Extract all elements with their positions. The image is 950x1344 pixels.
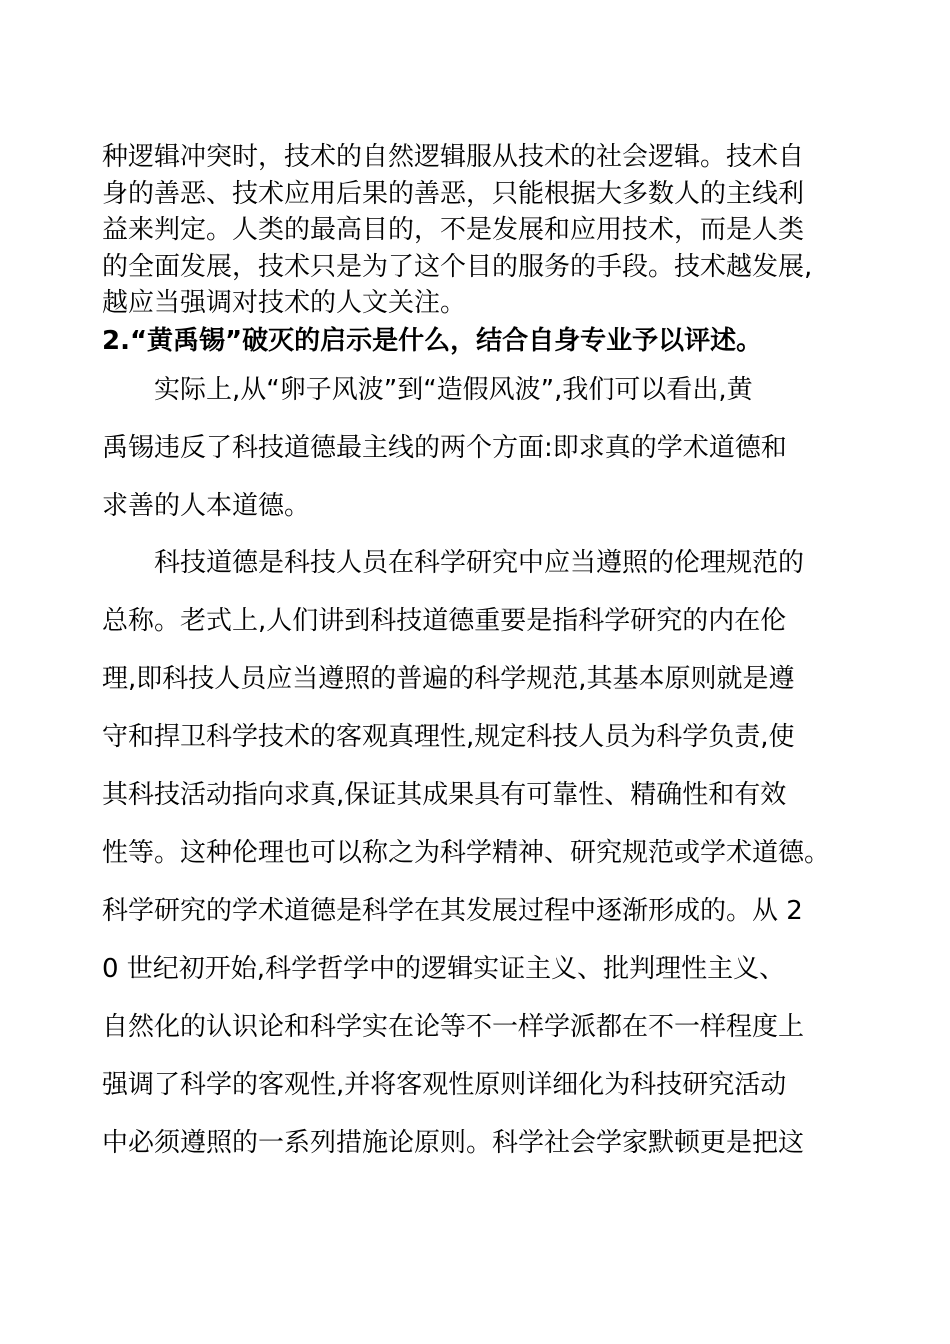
paragraph-line: 科技道德是科技人员在科学研究中应当遵照的伦理规范的 [154, 548, 805, 578]
paragraph-line: 0 世纪初开始,科学哲学中的逻辑实证主义、批判理性主义、 [102, 954, 786, 984]
question-heading: 2.“黄禹锡”破灭的启示是什么，结合自身专业予以评述。 [102, 326, 763, 356]
paragraph-line: 身的善恶、技术应用后果的善恶，只能根据大多数人的主线利 [102, 178, 805, 209]
paragraph-line: 种逻辑冲突时，技术的自然逻辑服从技术的社会逻辑。技术自 [102, 142, 805, 172]
paragraph-line: 强调了科学的客观性,并将客观性原则详细化为科技研究活动 [102, 1070, 787, 1100]
paragraph-line: 性等。这种伦理也可以称之为科学精神、研究规范或学术道德。 [102, 838, 831, 868]
paragraph-line: 中必须遵照的一系列措施论原则。科学社会学家默顿更是把这 [102, 1128, 805, 1158]
paragraph-2 [102, 361, 862, 535]
paragraph-3 [102, 534, 862, 1172]
paragraph-line: 实际上,从“卵子风波”到“造假风波”,我们可以看出,黄 [154, 375, 753, 405]
paragraph-line: 总称。老式上,人们讲到科技道德重要是指科学研究的内在伦 [102, 606, 787, 636]
paragraph-line: 越应当强调对技术的人文关注。 [102, 288, 467, 318]
paragraph-1 [102, 139, 862, 322]
paragraph-line: 守和捍卫科学技术的客观真理性,规定科技人员为科学负责,使 [102, 722, 795, 752]
paragraph-line: 求善的人本道德。 [102, 491, 311, 521]
paragraph-line: 自然化的认识论和科学实在论等不一样学派都在不一样程度上 [102, 1012, 805, 1042]
paragraph-line: 禹锡违反了科技道德最主线的两个方面:即求真的学术道德和 [102, 433, 787, 463]
paragraph-line: 其科技活动指向求真,保证其成果具有可靠性、精确性和有效 [102, 780, 787, 810]
paragraph-line: 的全面发展，技术只是为了这个目的服务的手段。技术越发展, [102, 251, 813, 282]
paragraph-line: 科学研究的学术道德是科学在其发展过程中逐渐形成的。从 2 [102, 896, 803, 926]
paragraph-line: 理,即科技人员应当遵照的普遍的科学规范,其基本原则就是遵 [102, 664, 795, 694]
paragraph-line: 益来判定。人类的最高目的，不是发展和应用技术，而是人类 [102, 215, 805, 245]
